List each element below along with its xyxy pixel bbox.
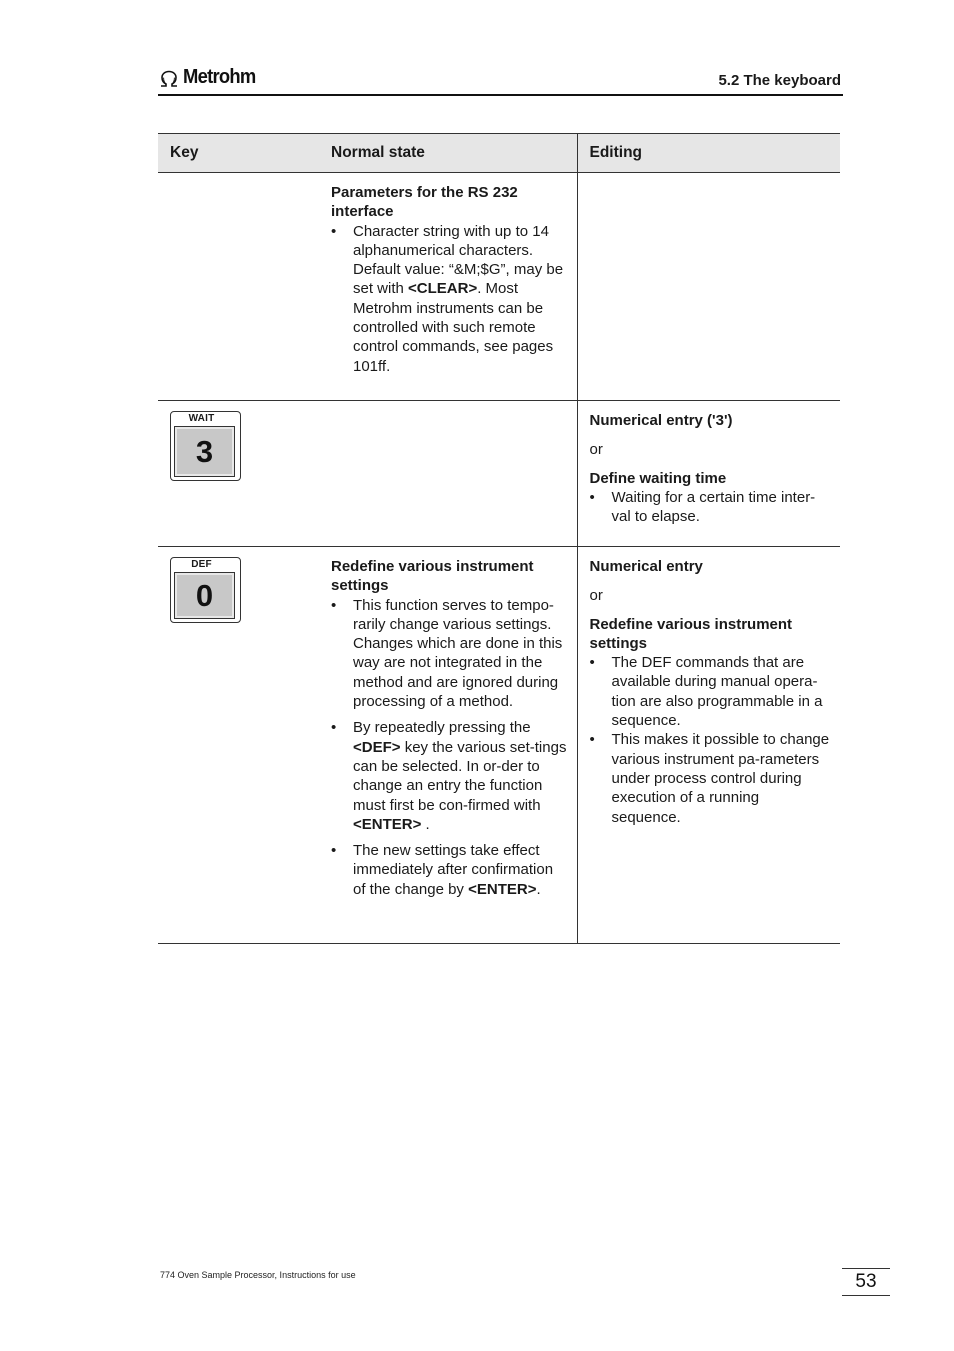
wait-3-key (170, 411, 241, 481)
or-text: or (589, 441, 603, 459)
editing-bullets (590, 653, 831, 827)
key-legend: DEF (191, 559, 212, 570)
enter-key-reference: <ENTER> (468, 880, 537, 898)
normal-title: Parameters for the RS 232 interface (331, 184, 518, 221)
list-item: • This function serves to tempo-rarily change various settings. Changes which are done in this way are not integrated in the method and are ignored during processing of a method. (331, 596, 567, 712)
def-0-key (170, 557, 241, 623)
bullet-text: key the various set-tings can be selected. In or-der to change an entry the function must first be con-firmed with (353, 738, 567, 814)
header-key: Key (158, 134, 319, 173)
editing-cell (577, 401, 840, 547)
bullet-text: . (421, 815, 430, 833)
clear-key-reference: <CLEAR> (408, 280, 478, 298)
editing-subtitle: Define waiting time (589, 469, 727, 487)
def-key-reference: <DEF> (353, 738, 401, 756)
editing-title: Numerical entry ('3') (589, 412, 733, 429)
editing-cell (577, 173, 840, 401)
key-cell (158, 547, 319, 944)
editing-cell (577, 547, 840, 944)
or-text: or (589, 587, 603, 605)
normal-state-cell (319, 547, 577, 944)
key-face: 3 (174, 426, 235, 477)
table-header-row (158, 134, 840, 173)
table-row (158, 173, 840, 401)
header-normal-state: Normal state (319, 134, 577, 173)
list-item: • The DEF commands that are available during manual opera-tion are also programmable in a sequence. (590, 653, 831, 730)
list-item: • Waiting for a certain time inter-val to elapse. (590, 488, 831, 527)
omega-icon (158, 69, 180, 87)
enter-key-reference: <ENTER> (353, 815, 422, 833)
key-cell (158, 401, 319, 547)
normal-state-cell (319, 173, 577, 401)
page-number: 53 (842, 1268, 890, 1296)
bullet-text: By repeatedly pressing the (353, 719, 531, 737)
normal-state-cell (319, 401, 577, 547)
logo-text: Metrohm (183, 66, 256, 88)
page-header (158, 64, 843, 96)
table-row (158, 547, 840, 944)
normal-bullets (331, 222, 567, 376)
key-cell (158, 173, 319, 401)
list-item (331, 222, 567, 376)
keyboard-table (158, 133, 840, 944)
bullet-text: . Most Metrohm instruments can be controlled with such remote control commands, see pages 101ff. (353, 280, 554, 375)
table-row (158, 401, 840, 547)
normal-title: Redefine various instrument settings (331, 558, 534, 595)
metrohm-logo (158, 66, 262, 89)
normal-bullets (331, 596, 567, 899)
list-item: • This makes it possible to change various instrument pa-rameters under process control during execution of a running sequence. (590, 730, 831, 826)
header-editing: Editing (577, 134, 840, 173)
bullet-text: . (536, 880, 541, 898)
key-legend: WAIT (188, 413, 215, 424)
editing-subtitle: Redefine various instrument settings (589, 615, 793, 652)
section-title: 5.2 The keyboard (718, 72, 841, 89)
list-item (331, 841, 567, 899)
list-item (331, 718, 567, 834)
editing-bullets (590, 488, 831, 527)
document-title: 774 Oven Sample Processor, Instructions for use (160, 1270, 356, 1280)
bullet-text: The new settings take effect immediately after confirmation of the change by (353, 842, 554, 898)
bullet-text: Character string with up to 14 alphanumerical characters. Default value: “&M;$G”, may be set with (353, 222, 564, 298)
key-face: 0 (174, 572, 235, 619)
editing-title: Numerical entry (589, 558, 703, 575)
